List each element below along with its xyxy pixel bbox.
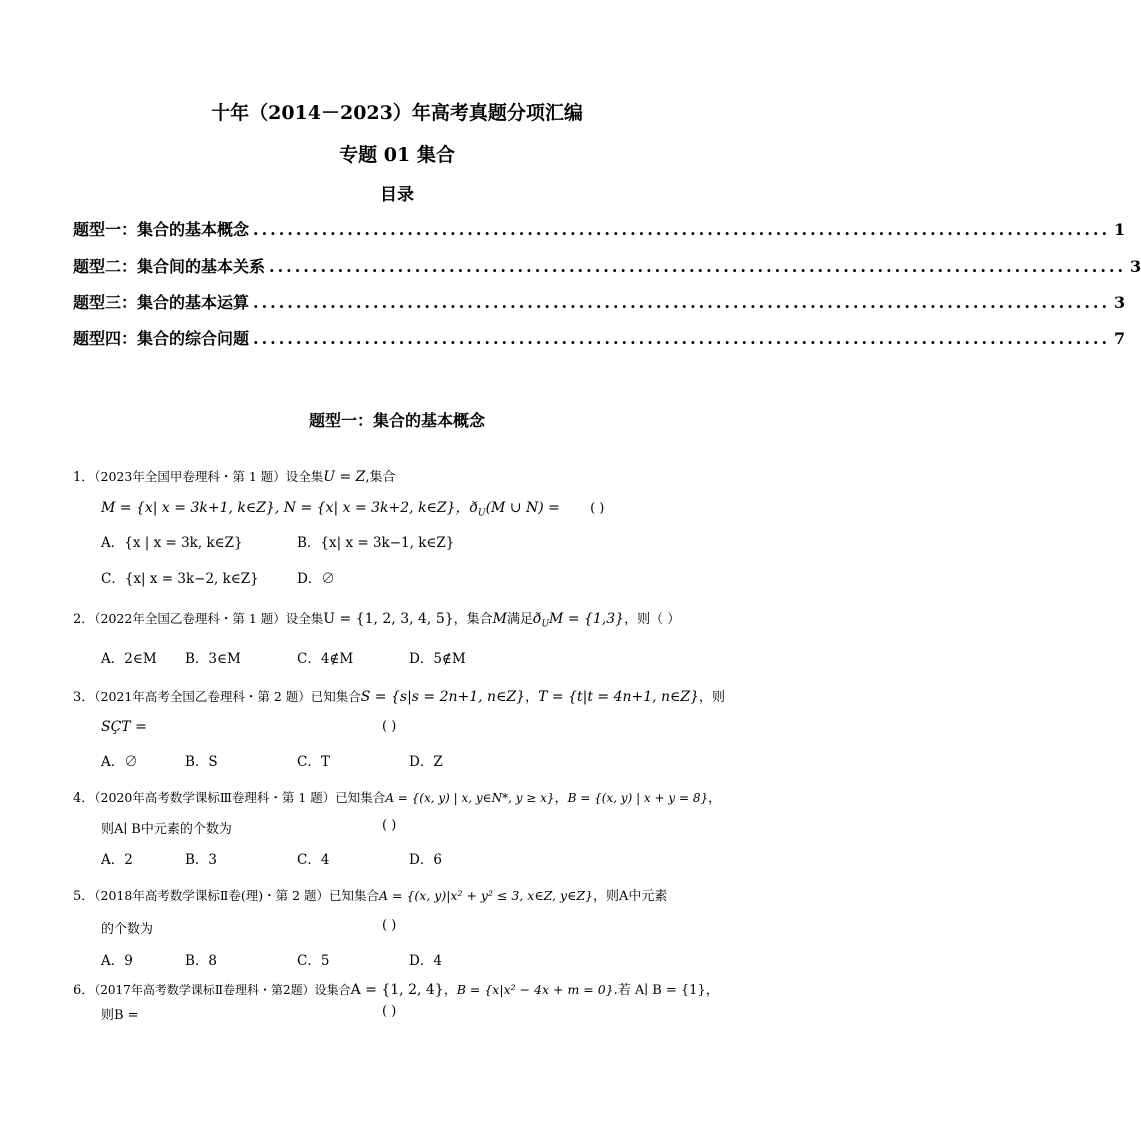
question-text: ， — [554, 791, 568, 806]
toc-entry-label: 题型四：集合的综合问题 — [73, 329, 250, 348]
option-a[interactable]: A．9 — [101, 953, 133, 969]
toc-entry[interactable] — [73, 254, 1141, 277]
math-expression: B = {(x, y) | x + y = 8} — [567, 791, 709, 805]
question-4-line-2: 则A∣ B中元素的个数为 — [101, 822, 232, 837]
document-subtitle: 专题 01 集合 — [339, 144, 455, 166]
question-text: ，则（ ） — [624, 612, 681, 627]
toc-leader-dots: .................................................................................................... — [269, 257, 1127, 276]
math-expression: (M ∪ N) = — [485, 500, 560, 516]
section-title: 题型一：集合的基本概念 — [308, 411, 485, 430]
question-text: .若 A∣ B = {1}， — [613, 983, 719, 998]
toc-entry[interactable] — [73, 217, 1126, 240]
question-source: （2023年全国甲卷理科・第 1 题）设全集 — [94, 469, 324, 484]
math-expression: T = {t|t = 4n+1, n∈Z} — [538, 689, 700, 705]
document-title: 十年（2014－2023）年高考真题分项汇编 — [211, 102, 583, 124]
question-text: ， — [708, 791, 722, 806]
math-subscript: U — [541, 619, 550, 630]
option-b[interactable]: B．8 — [185, 953, 218, 969]
option-b[interactable]: B．S — [185, 754, 218, 770]
question-number: 5． — [73, 889, 95, 904]
math-expression: A = {(x, y) | x, y∈N*, y ≥ x} — [385, 791, 555, 805]
question-2-line-1 — [73, 608, 680, 630]
toc-entry-page: 1 — [1114, 220, 1126, 239]
question-source: （2017年高考数学课标Ⅱ卷理科・第2题）设集合 — [94, 983, 351, 997]
option-c[interactable]: C．T — [297, 754, 330, 770]
math-expression: SÇT = — [101, 719, 147, 735]
math-expression: M — [492, 611, 507, 627]
question-number: 2． — [73, 612, 95, 627]
question-text: ,集合 — [365, 470, 396, 485]
option-d[interactable]: D．6 — [409, 852, 442, 868]
option-c[interactable]: C．{x| x = 3k−2, k∈Z} — [101, 571, 259, 587]
option-a[interactable]: A．{x | x = 3k, k∈Z} — [101, 535, 243, 551]
toc-entry-label: 题型一：集合的基本概念 — [73, 220, 250, 239]
question-text: 满足 — [507, 612, 534, 627]
option-b[interactable]: B．3 — [185, 852, 218, 868]
question-6-line-2: 则B = — [101, 1008, 139, 1023]
toc-heading: 目录 — [380, 185, 414, 205]
question-3-line-1 — [73, 686, 725, 705]
toc-entry-page: 3 — [1114, 293, 1126, 312]
math-expression: S = {s|s = 2n+1, n∈Z} — [360, 689, 526, 705]
question-3-line-2 — [101, 719, 147, 735]
option-b[interactable]: B．3∈M — [185, 651, 241, 667]
toc-entry-label: 题型三：集合的基本运算 — [73, 293, 250, 312]
question-number: 3． — [73, 690, 95, 705]
question-source: （2020年高考数学课标Ⅲ卷理科・第 1 题）已知集合 — [94, 790, 386, 805]
toc-leader-dots: .................................................................................................... — [253, 329, 1111, 348]
question-source: （2021年高考全国乙卷理科・第 2 题）已知集合 — [94, 689, 361, 704]
option-b[interactable]: B．{x| x = 3k−1, k∈Z} — [297, 535, 455, 551]
question-source: （2022年全国乙卷理科・第 1 题）设全集 — [94, 611, 324, 626]
question-text: ， — [525, 690, 539, 705]
question-text: ，则A中元素 — [592, 889, 668, 904]
answer-blank: ( ) — [382, 918, 397, 933]
math-expression: U = {1, 2, 3, 4, 5} — [323, 611, 454, 627]
question-5-line-1 — [73, 885, 667, 904]
math-expression: A = {1, 2, 4} — [350, 982, 444, 998]
math-expression: A = {(x, y)|x² + y² ≤ 3, x∈Z, y∈Z} — [379, 888, 593, 903]
math-expression: ð — [533, 611, 542, 627]
question-source: （2018年高考数学课标Ⅱ卷(理)・第 2 题）已知集合 — [94, 888, 379, 903]
option-c[interactable]: C．4∉M — [297, 651, 354, 667]
question-1-line-2 — [101, 497, 604, 519]
question-text: ，则 — [699, 690, 726, 705]
option-c[interactable]: C．5 — [297, 953, 330, 969]
answer-blank: ( ) — [382, 818, 397, 833]
math-expression: M = {x| x = 3k+1, k∈Z}, N = {x| x = 3k+2, k∈Z}，ð — [101, 500, 478, 516]
option-d[interactable]: D．∅ — [297, 571, 335, 587]
answer-blank: ( ) — [382, 719, 397, 734]
toc-leader-dots: .................................................................................................... — [253, 220, 1111, 239]
question-6-line-1 — [73, 979, 719, 998]
option-c[interactable]: C．4 — [297, 852, 330, 868]
question-1-line-1 — [73, 466, 396, 485]
toc-entry[interactable] — [73, 326, 1126, 349]
option-d[interactable]: D．5∉M — [409, 651, 466, 667]
answer-blank: ( ) — [590, 501, 605, 516]
math-expression: U = Z — [323, 469, 366, 485]
toc-entry-page: 3 — [1130, 257, 1141, 276]
toc-entry-page: 7 — [1114, 329, 1126, 348]
option-a[interactable]: A．2 — [101, 852, 133, 868]
question-number: 4． — [73, 791, 95, 806]
toc-leader-dots: .................................................................................................... — [253, 293, 1111, 312]
question-text: ， — [443, 983, 457, 998]
math-expression: M = {1,3} — [549, 611, 625, 627]
toc-entry-label: 题型二：集合间的基本关系 — [73, 257, 266, 276]
toc-entry[interactable] — [73, 290, 1126, 313]
question-text: ，集合 — [453, 612, 493, 627]
question-number: 6． — [73, 983, 95, 998]
option-a[interactable]: A．∅ — [101, 754, 138, 770]
option-d[interactable]: D．Z — [409, 754, 443, 770]
option-a[interactable]: A．2∈M — [101, 651, 157, 667]
question-number: 1． — [73, 470, 95, 485]
question-5-line-2: 的个数为 — [101, 922, 154, 937]
answer-blank: ( ) — [382, 1004, 397, 1019]
math-subscript: U — [478, 508, 486, 519]
math-expression: B = {x|x² − 4x + m = 0} — [456, 982, 614, 997]
question-4-line-1 — [73, 787, 721, 806]
option-d[interactable]: D．4 — [409, 953, 442, 969]
